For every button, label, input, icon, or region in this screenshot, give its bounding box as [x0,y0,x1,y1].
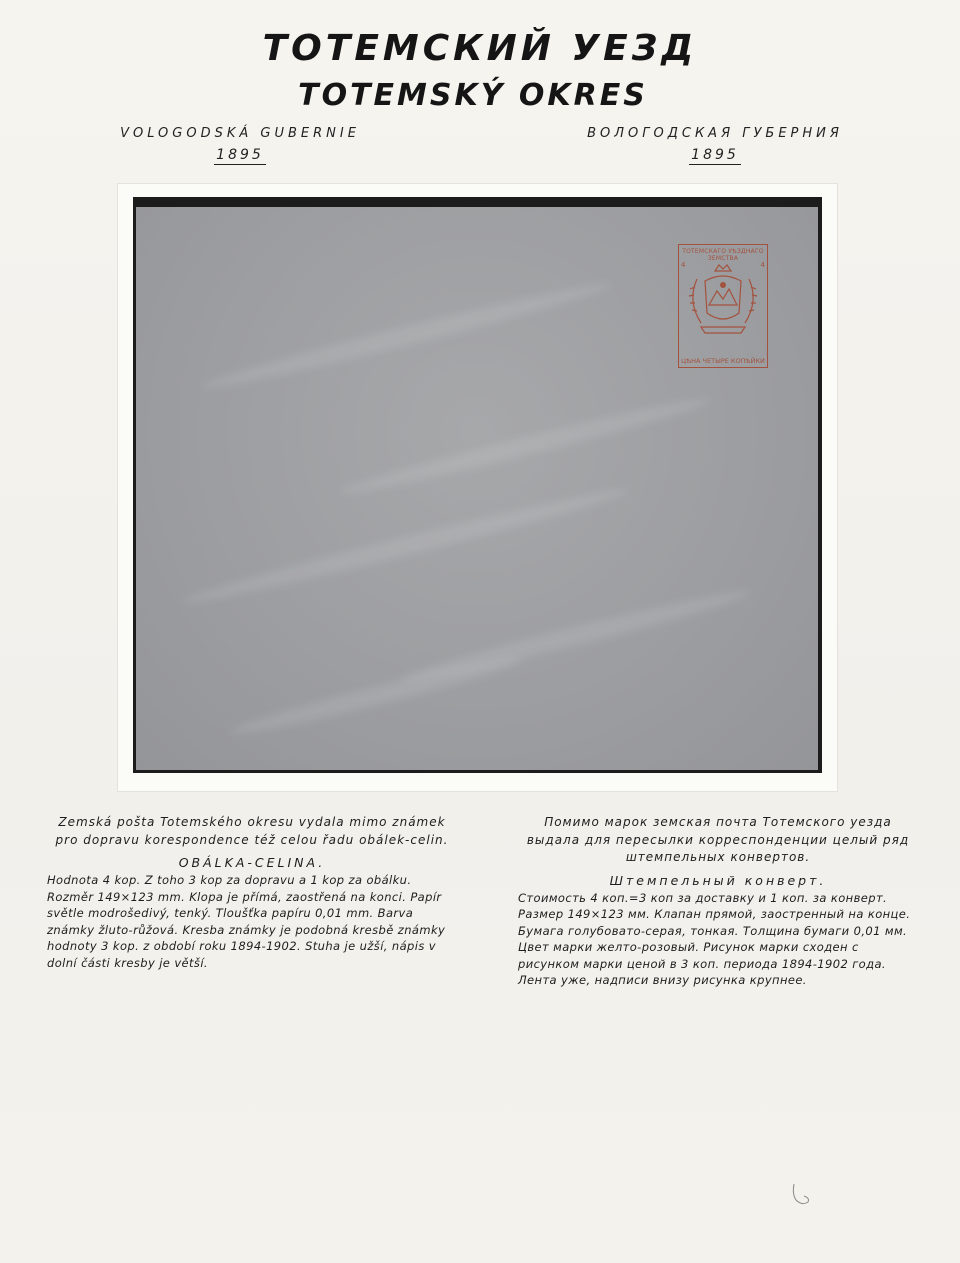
subhead-czech: OBÁLKA-CELINA. [178,855,326,870]
details-czech: Hodnota 4 kop. Z toho 3 kop za dopravu a 1 kop za obálku. Rozměr 149×123 mm. Klopa je přímá, zaostřená na konci. Papír světle modrošedivý, tenký. Tloušťka papíru 0,01 mm. Barva známky žluto-růžová. Kresba známky je podobná kresbě známky hodnoty 3 kop. z období roku 1894-1902. Stuha je užší, nápis v dolní části kresby je větší. [47,873,446,970]
page-title-russian: ТОТЕМСКИЙ УЕЗД [262,28,698,69]
stamp-bottom-text: ЦѢНА ЧЕТЫРЕ КОПѢЙКИ [681,357,765,365]
stamp-top-text: ТОТЕМСКАГО УѢЗДНАГО ЗЕМСТВА [682,248,764,262]
stamp-value-right: 4 [760,261,765,269]
intro-czech: Zemská pošta Totemského okresu vydala mimo známek pro dopravu korespondence též celou řadu obálek-celin. [55,815,449,847]
postage-stamp-imprint [678,244,768,368]
coat-of-arms-icon [683,261,763,341]
pencil-mark-icon [788,1180,812,1210]
region-label-russian [575,126,855,165]
subhead-russian: Штемпельный конверт. [609,872,827,888]
region-name-russian: ВОЛОГОДСКАЯ ГУБЕРНИЯ [587,126,843,141]
description-czech [47,814,457,971]
region-year-russian: 1895 [689,147,741,165]
page-title-czech: TOTEMSKÝ OKRES [298,78,648,113]
region-label-czech [110,126,370,165]
description-russian [518,814,918,989]
intro-russian: Помимо марок земская почта Тотемского уезда выдала для пересылки корреспонденции целый ряд штемпельных конвертов. [526,815,910,864]
region-name-czech: VOLOGODSKÁ GUBERNIE [120,126,360,141]
details-russian: Стоимость 4 коп.=3 коп за доставку и 1 коп. за конверт. Размер 149×123 мм. Клапан прямой, заостренный на конце. Бумага голубовато-серая, тонкая. Толщина бумаги 0,01 мм. Цвет марки желто-розовый. Рисунок марки сходен с рисунком марки ценой в 3 коп. периода 1894-1902 года. Лента уже, надписи внизу рисунка крупнее. [518,890,911,987]
region-year-czech: 1895 [214,147,266,165]
stamp-value-left: 4 [681,261,686,269]
